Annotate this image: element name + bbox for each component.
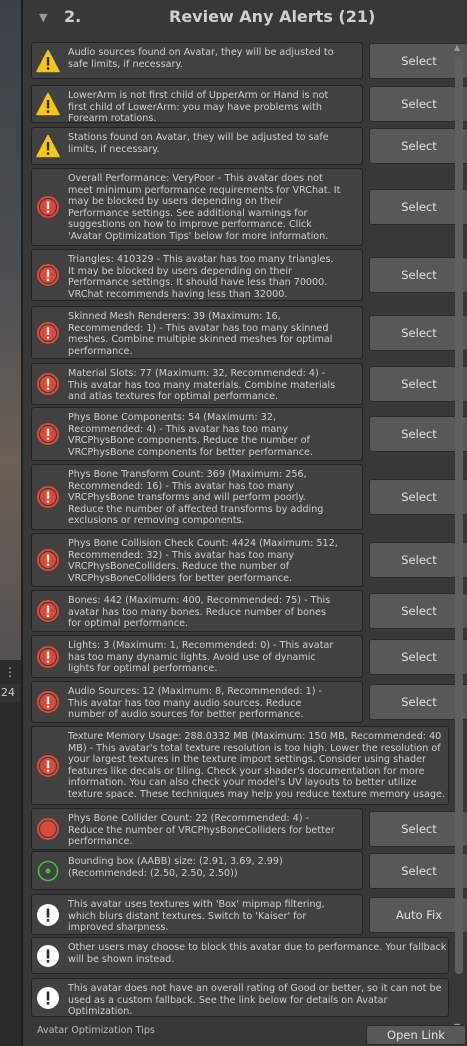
error-icon <box>36 195 60 219</box>
alert-message: Texture Memory Usage: 288.0332 MB (Maximum: 150 MB, Recommended: 40 MB) - This avatar's total texture resolution is too high. Lower the resolution of your largest textures in the texture import settings. Consider using shader features like decals or tiling. Check your shader's documentation for more information. You can also check your model's UV layouts to better utilize texture space. These techniques may help you reduce texture memory usage. <box>68 731 445 800</box>
alert-item <box>31 127 363 165</box>
alert-message: Phys Bone Transform Count: 369 (Maximum: 256, Recommended: 16) - This avatar has too many VRCPhysBone transforms and will perform poorly. Reduce the number of affected transforms by adding exclusions or removing components. <box>68 469 324 527</box>
alert-item <box>31 42 363 79</box>
alert-item <box>31 978 449 1017</box>
alert-message: Phys Bone Collision Check Count: 4424 (Maximum: 512, Recommended: 32) - This avatar has too many VRCPhysBoneColliders. Reduce the number of VRCPhysBoneColliders for better performance. <box>68 538 338 584</box>
scene-view-strip <box>0 0 22 660</box>
info-bubble-icon <box>36 903 60 927</box>
select-button[interactable]: Select <box>369 189 467 225</box>
alert-message: Skinned Mesh Renderers: 39 (Maximum: 16, Recommended: 1) - This avatar has too many skinned meshes. Combine multiple skinned meshes for optimal performance. <box>68 311 333 357</box>
warning-icon <box>36 49 60 73</box>
alert-item <box>31 808 363 850</box>
scrollbar-thumb[interactable] <box>455 56 463 974</box>
alert-item <box>31 306 363 359</box>
error-dot-icon <box>36 817 60 841</box>
alert-message: LowerArm is not first child of UpperArm or Hand is not first child of LowerArm: you may have problems with Forearm rotations. <box>68 90 329 125</box>
error-icon <box>36 263 60 287</box>
alert-item <box>31 363 363 405</box>
error-icon <box>36 690 60 714</box>
info-bubble-icon <box>36 944 60 968</box>
error-icon <box>36 645 60 669</box>
alert-message: This avatar uses textures with 'Box' mipmap filtering, which blurs distant textures. Switch to 'Kaiser' for improved sharpness. <box>68 899 325 934</box>
alert-message: Audio Sources: 12 (Maximum: 8, Recommended: 1) - This avatar has too many audio sources. Reduce number of audio sources for better performance. <box>68 686 322 721</box>
open-link-button[interactable]: Open Link <box>366 1025 466 1045</box>
alert-item <box>31 85 363 123</box>
alert-item <box>31 249 363 301</box>
error-icon <box>36 422 60 446</box>
auto-fix-button[interactable]: Auto Fix <box>369 897 467 933</box>
select-button[interactable]: Select <box>369 542 467 578</box>
hierarchy-strip <box>0 660 22 1046</box>
select-button[interactable]: Select <box>369 811 467 847</box>
alert-item <box>31 590 363 632</box>
select-button[interactable]: Select <box>369 86 467 122</box>
error-icon <box>36 372 60 396</box>
select-button[interactable]: Select <box>369 366 467 402</box>
select-button[interactable]: Select <box>369 416 467 452</box>
select-button[interactable]: Select <box>369 684 467 720</box>
foldout-arrow-icon[interactable]: ▼ <box>39 11 48 24</box>
select-button[interactable]: Select <box>369 593 467 629</box>
alert-message: This avatar does not have an overall rating of Good or better, so it can not be used as a custom fallback. See the link below for details on Avatar Optimization. <box>68 983 442 1018</box>
section-number: 2. <box>64 7 82 26</box>
alert-item <box>31 681 363 723</box>
alert-message: Material Slots: 77 (Maximum: 32, Recommended: 4) - This avatar has too many materials. Combine materials and atlas textures for optimal performance. <box>68 368 336 403</box>
error-icon <box>36 548 60 572</box>
alert-item <box>31 407 363 461</box>
alert-item <box>31 937 449 974</box>
alert-message: Phys Bone Components: 54 (Maximum: 32, Recommended: 4) - This avatar has too many VRCPhysBone components. Reduce the number of VRCPhysBone components for better performance. <box>68 412 313 458</box>
warning-icon <box>36 92 60 116</box>
alert-message: Bones: 442 (Maximum: 400, Recommended: 75) - This avatar has too many bones. Reduce number of bones for optimal performance. <box>68 595 331 630</box>
alert-item <box>31 851 363 890</box>
alert-message: Stations found on Avatar, they will be adjusted to safe limits, if necessary. <box>68 132 329 155</box>
scroll-up-arrow-icon[interactable]: ▲ <box>454 43 461 52</box>
alerts-panel <box>23 0 467 1046</box>
error-icon <box>36 599 60 623</box>
error-icon <box>36 485 60 509</box>
select-button[interactable]: Select <box>369 43 467 79</box>
alert-item <box>31 533 363 587</box>
error-icon <box>36 321 60 345</box>
select-button[interactable]: Select <box>369 315 467 351</box>
alert-message: Phys Bone Collider Count: 22 (Recommended: 4) - Reduce the number of VRCPhysBoneColliders for better performance. <box>68 813 335 848</box>
alert-item <box>31 894 363 935</box>
alert-message: Lights: 3 (Maximum: 1, Recommended: 0) - This avatar has too many dynamic lights. Avoid use of dynamic lights for optimal performance. <box>68 640 334 675</box>
select-button[interactable]: Select <box>369 479 467 515</box>
alert-item <box>31 168 363 246</box>
section-header[interactable] <box>23 0 467 36</box>
kebab-menu-icon[interactable]: ⋮ <box>4 665 16 679</box>
select-button[interactable]: Select <box>369 257 467 293</box>
warning-icon <box>36 134 60 158</box>
alert-message: Overall Performance: VeryPoor - This avatar does not meet minimum performance requirements for VRChat. It may be blocked by users depending on their Performance settings. See additional warnings for suggestions on how to improve performance. Click 'Avatar Optimization Tips' below for more information. <box>68 173 341 242</box>
alert-message: Other users may choose to block this avatar due to performance. Your fallback will be shown instead. <box>68 942 447 965</box>
info-bubble-icon <box>36 986 60 1010</box>
left-strip-number: 24 <box>0 684 20 702</box>
alert-message: Triangles: 410329 - This avatar has too many triangles. It may be blocked by users depending on their Performance settings. It should have less than 70000. VRChat recommends having less than 32000. <box>68 254 334 300</box>
optimization-tips-label: Avatar Optimization Tips <box>37 1025 155 1036</box>
alert-item <box>31 635 363 678</box>
alert-item <box>31 464 363 530</box>
alert-message: Audio sources found on Avatar, they will be adjusted to safe limits, if necessary. <box>68 47 334 70</box>
select-button[interactable]: Select <box>369 128 467 164</box>
alert-item <box>31 726 449 805</box>
select-button[interactable]: Select <box>369 853 467 889</box>
target-ok-icon <box>36 859 60 883</box>
section-title: Review Any Alerts (21) <box>169 7 376 26</box>
alert-message: Bounding box (AABB) size: (2.91, 3.69, 2.99) (Recommended: (2.50, 2.50, 2.50)) <box>68 856 283 879</box>
select-button[interactable]: Select <box>369 639 467 675</box>
error-icon <box>36 754 60 778</box>
